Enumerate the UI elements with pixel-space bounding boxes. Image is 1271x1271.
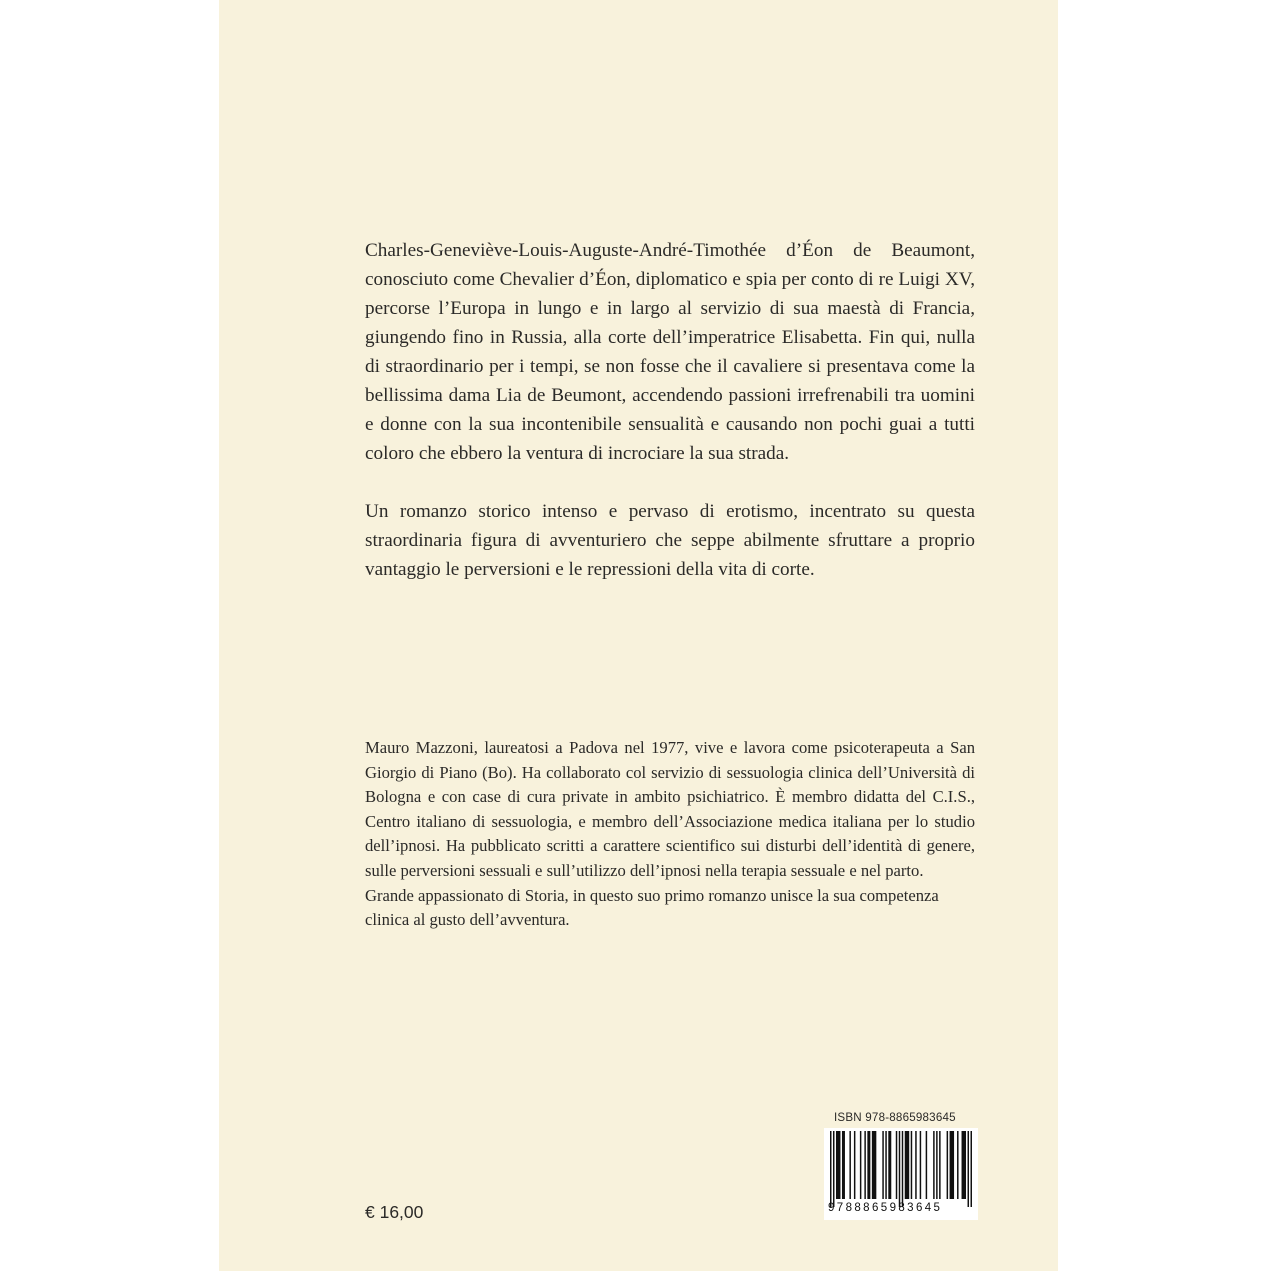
barcode-bar <box>971 1131 972 1207</box>
book-blurb <box>365 236 975 584</box>
barcode-bar <box>885 1131 886 1199</box>
barcode-bar <box>926 1131 927 1199</box>
barcode-bar <box>896 1131 897 1199</box>
barcode-bar <box>905 1131 909 1199</box>
barcode-bar <box>833 1131 834 1207</box>
barcode-bar <box>867 1131 870 1199</box>
barcode-bar <box>836 1131 840 1199</box>
barcode-digits: 9788865983645 <box>828 1202 943 1214</box>
isbn-label: ISBN 978-8865983645 <box>834 1111 956 1124</box>
barcode-bar <box>920 1131 921 1199</box>
author-bio-closing: Grande appassionato di Storia, in questo suo primo romanzo unisce la sua competenza clinica al gusto dell’avventura. <box>365 885 939 930</box>
barcode-bar <box>872 1131 876 1199</box>
barcode <box>824 1128 978 1220</box>
barcode-bar <box>962 1131 966 1199</box>
barcode-bar <box>947 1131 948 1199</box>
barcode-bar <box>849 1131 850 1199</box>
barcode-bar <box>939 1131 940 1199</box>
barcode-bar <box>902 1131 903 1207</box>
back-cover <box>219 0 1058 1271</box>
author-bio-main: Mauro Mazzoni, laureatosi a Padova nel 1977, vive e lavora come psicoterapeuta a San Giorgio di Piano (Bo). Ha collaborato col servizio di sessuologia clinica dell’Università di Bologna e con case di cura private in ambito psichiatrico. È membro didatta del C.I.S., Centro italiano di sessuologia, e membro dell’Associazione medica italiana per lo studio dell’ipnosi. Ha pubblicato scritti a carattere scientifico sui disturbi dell’identità di genere, sulle perversioni sessuali e sull’utilizzo dell’ipnosi nella terapia sessuale e nel parto. <box>365 738 975 880</box>
barcode-bar <box>864 1131 865 1199</box>
author-bio <box>365 736 975 933</box>
barcode-bar <box>830 1131 831 1207</box>
barcode-bar <box>854 1131 855 1199</box>
barcode-bars <box>830 1131 972 1209</box>
barcode-bar <box>888 1131 891 1199</box>
barcode-bar <box>936 1131 937 1199</box>
barcode-bar <box>950 1131 954 1199</box>
barcode-bar <box>860 1131 861 1199</box>
price-label: € 16,00 <box>365 1202 424 1222</box>
blurb-paragraph-2: Un romanzo storico intenso e pervaso di erotismo, incentrato su questa straordinaria figura di avventuriero che seppe abilmente sfruttare a proprio vantaggio le perversioni e le repressioni della vita di corte. <box>365 501 975 580</box>
barcode-bar <box>911 1131 912 1199</box>
barcode-bar <box>915 1131 916 1199</box>
barcode-bar <box>957 1131 958 1199</box>
barcode-bar <box>842 1131 845 1199</box>
barcode-bar <box>968 1131 969 1207</box>
barcode-bar <box>899 1131 900 1207</box>
barcode-bar <box>882 1131 883 1199</box>
barcode-bar <box>933 1131 934 1199</box>
blurb-paragraph-1: Charles-Geneviève-Louis-Auguste-André-Timothée d’Éon de Beaumont, conosciuto come Chevalier d’Éon, diplomatico e spia per conto di re Luigi XV, percorse l’Europa in lungo e in largo al servizio di sua maestà di Francia, giungendo fino in Russia, alla corte dell’imperatrice Elisabetta. Fin qui, nulla di straordinario per i tempi, se non fosse che il cavaliere si presentava come la bellissima dama Lia de Beumont, accendendo passioni irrefrenabili tra uomini e donne con la sua incontenibile sensualità e causando non pochi guai a tutti coloro che ebbero la ventura di incrociare la sua strada. <box>365 240 975 464</box>
